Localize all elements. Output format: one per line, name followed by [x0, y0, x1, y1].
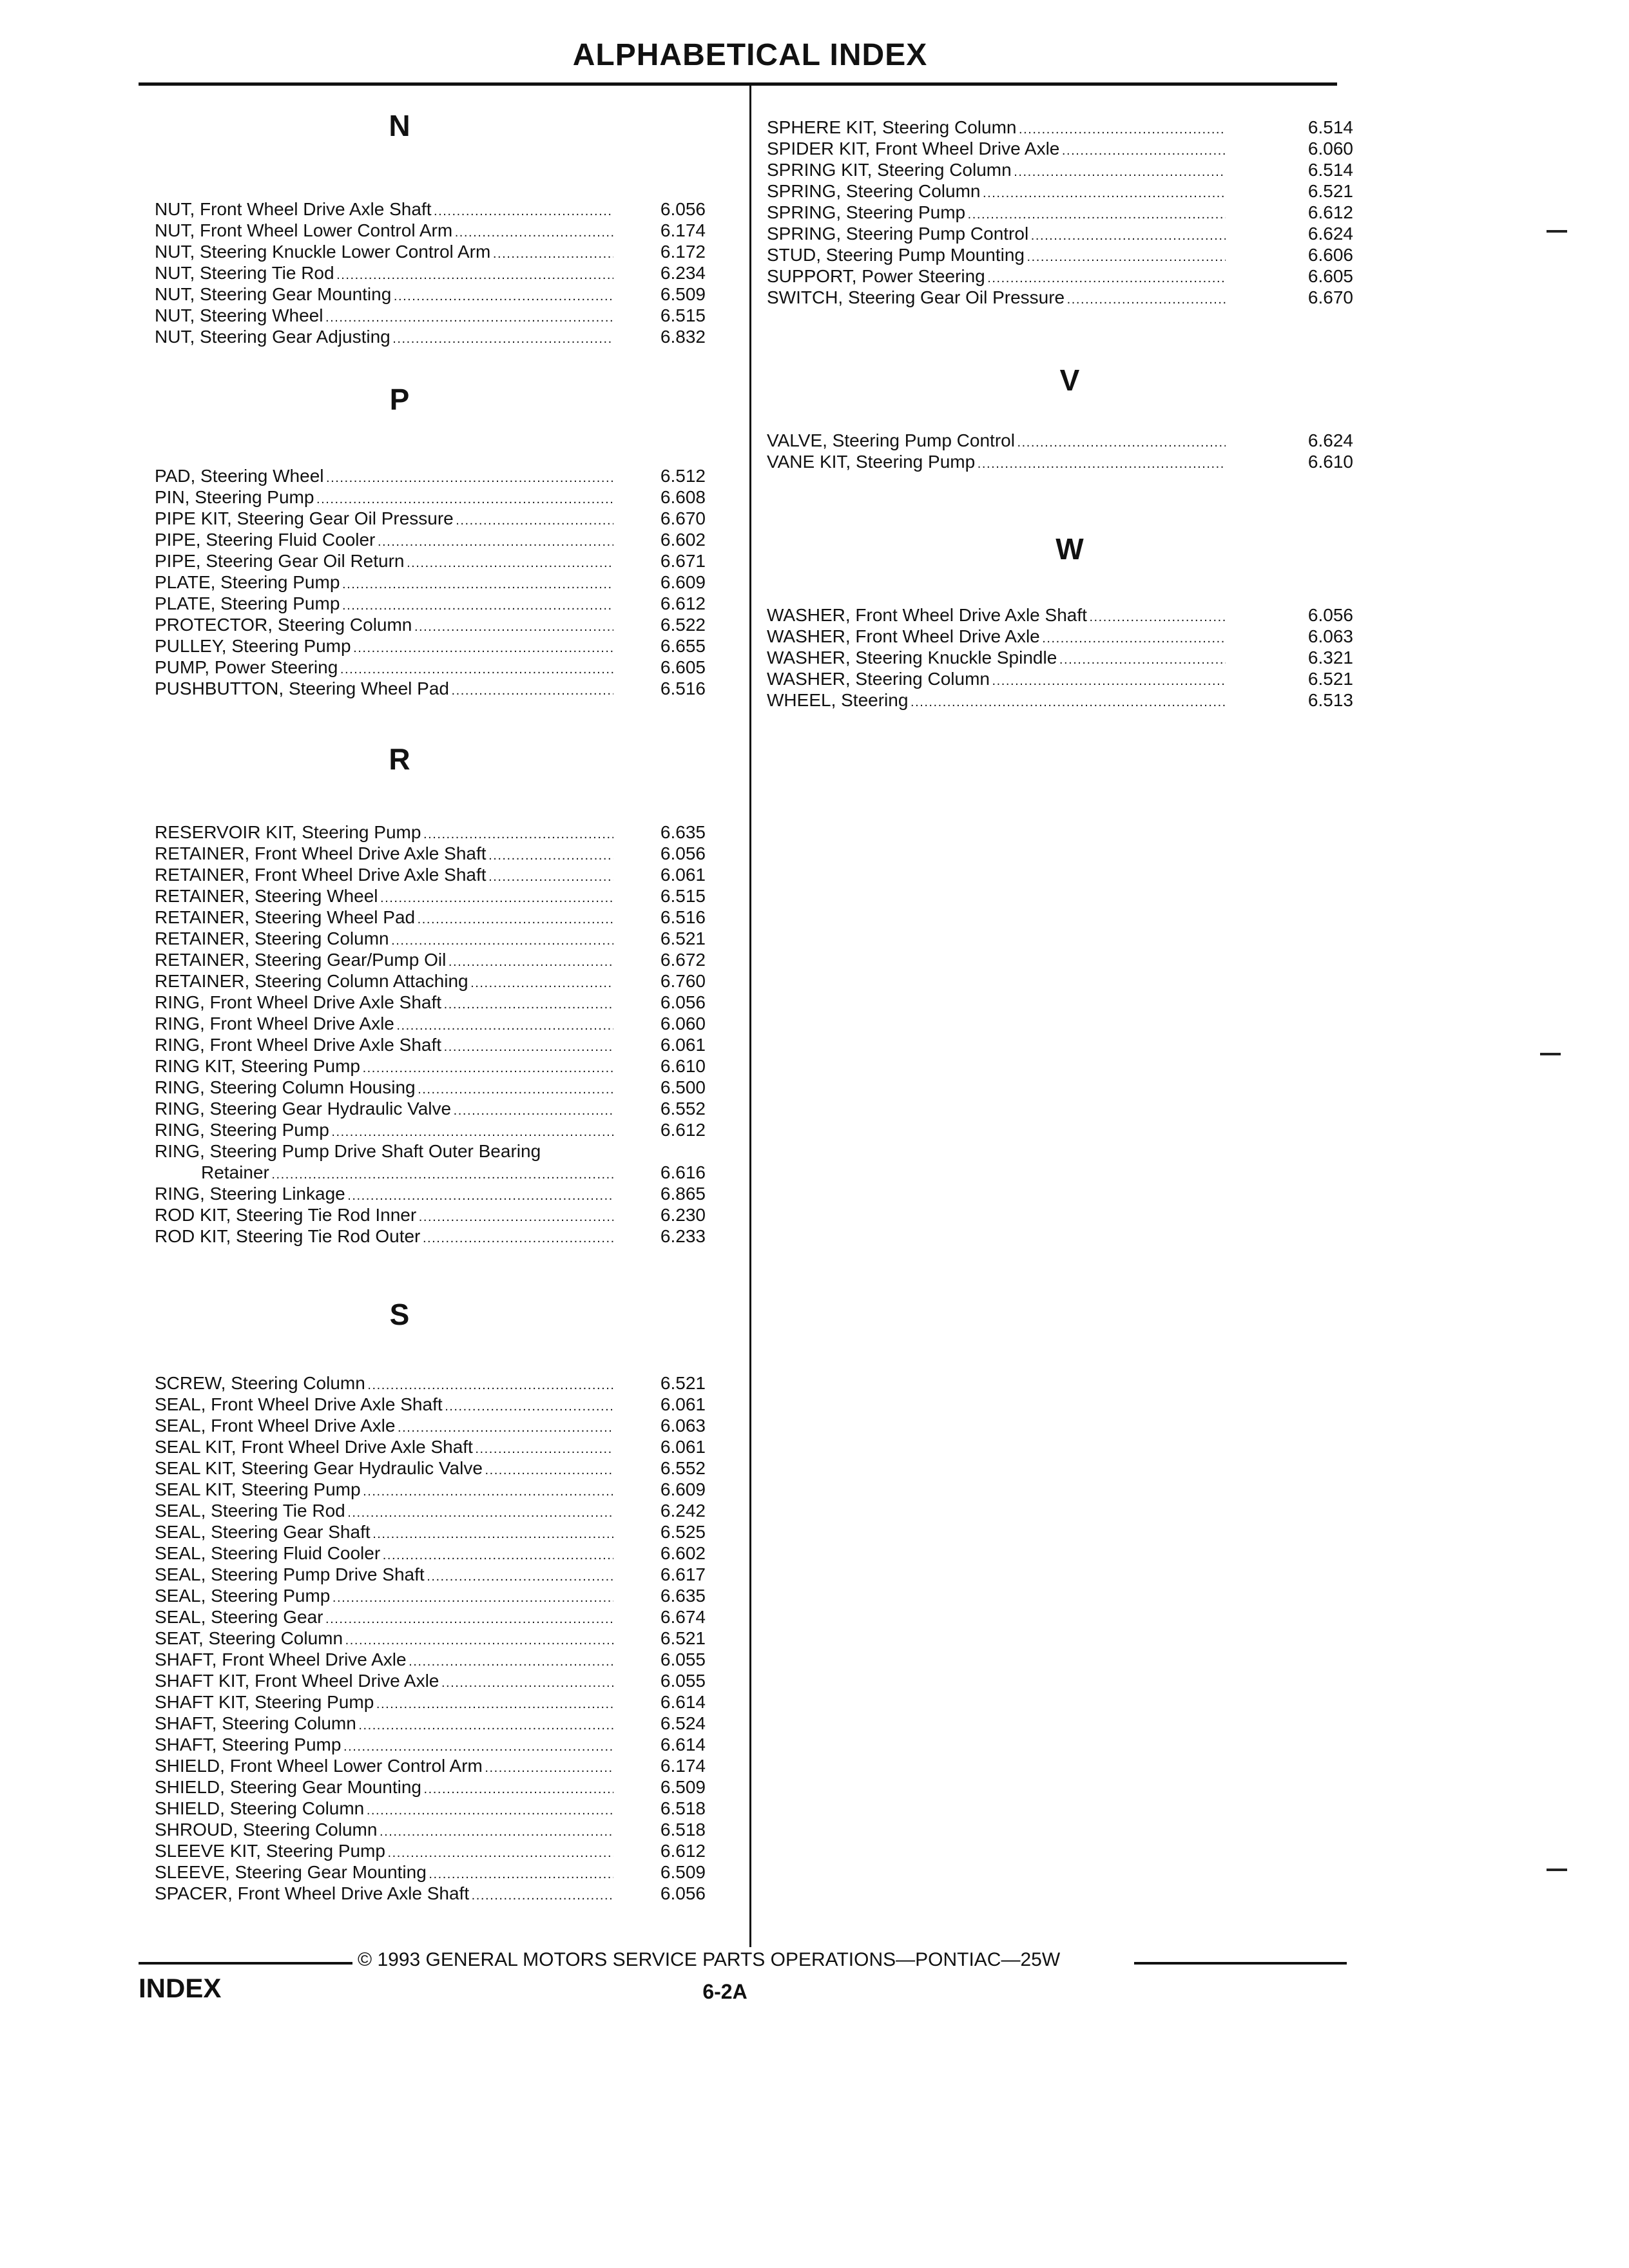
- section-letter: N: [389, 109, 410, 142]
- index-entry: [155, 992, 735, 1013]
- entry-page-number: 6.521: [641, 928, 706, 949]
- entry-label: [155, 1140, 613, 1183]
- index-entry: [155, 1606, 735, 1628]
- entry-page-number: 6.614: [641, 1734, 706, 1755]
- entry-label: RETAINER, Steering Wheel Pad . . .: [155, 907, 613, 930]
- entry-label: PULLEY, Steering Pump . . .: [155, 635, 613, 659]
- entry-label: PIPE, Steering Gear Oil Return . . .: [155, 550, 613, 574]
- index-entries: [155, 465, 735, 699]
- entry-page-number: 6.670: [641, 508, 706, 529]
- index-entry: [155, 1119, 735, 1140]
- index-section-v: [767, 361, 1353, 472]
- index-entry: [155, 635, 735, 657]
- entry-label: PAD, Steering Wheel . . .: [155, 465, 613, 489]
- index-entry: [767, 223, 1353, 244]
- index-entry: [767, 265, 1353, 287]
- entry-page-number: 6.516: [641, 678, 706, 699]
- entry-label: PUSHBUTTON, Steering Wheel Pad . . .: [155, 678, 613, 702]
- index-entry: [155, 1034, 735, 1055]
- entry-page-number: 6.610: [1289, 451, 1353, 472]
- index-entry: [155, 1628, 735, 1649]
- index-entry: [767, 689, 1353, 711]
- entry-page-number: 6.509: [641, 1776, 706, 1798]
- entry-page-number: 6.832: [641, 326, 706, 347]
- entry-page-number: 6.635: [641, 822, 706, 843]
- index-entry: [155, 1436, 735, 1457]
- index-entry: [155, 486, 735, 508]
- index-entry: [155, 864, 735, 885]
- entry-label: NUT, Steering Gear Mounting . . .: [155, 284, 613, 307]
- entry-page-number: 6.061: [641, 1436, 706, 1457]
- index-entry: [155, 220, 735, 241]
- index-section-w: [767, 530, 1353, 711]
- entry-label: RING, Steering Column Housing . . .: [155, 1077, 613, 1100]
- entry-page-number: 6.513: [1289, 689, 1353, 711]
- entry-label: SEAL KIT, Steering Pump . . .: [155, 1479, 613, 1503]
- entry-page-number: 6.056: [641, 992, 706, 1013]
- copyright-notice: © 1993 GENERAL MOTORS SERVICE PARTS OPERATIONS—PONTIAC—25W: [358, 1949, 1061, 1970]
- entry-label: NUT, Steering Knuckle Lower Control Arm . . .: [155, 241, 613, 265]
- entry-page-number: 6.522: [641, 614, 706, 635]
- entry-label: RING, Steering Pump . . .: [155, 1119, 613, 1143]
- entry-page-number: 6.635: [641, 1585, 706, 1606]
- index-entry: [767, 668, 1353, 689]
- entry-page-number: 6.172: [641, 241, 706, 262]
- entry-label: SCREW, Steering Column . . .: [155, 1372, 613, 1396]
- entry-page-number: 6.063: [1289, 626, 1353, 647]
- index-entry: [155, 326, 735, 347]
- entry-label: PIPE KIT, Steering Gear Oil Pressure . . .: [155, 508, 613, 532]
- entry-page-number: 6.670: [1289, 287, 1353, 308]
- entry-label: SPRING, Steering Pump Control . . .: [767, 223, 1226, 247]
- index-entry: [155, 305, 735, 326]
- entry-page-number: 6.605: [1289, 265, 1353, 287]
- index-entry: [155, 1204, 735, 1225]
- entry-label: WHEEL, Steering . . .: [767, 689, 1226, 713]
- index-entries: [767, 604, 1353, 711]
- entry-label: RING KIT, Steering Pump . . .: [155, 1055, 613, 1079]
- entry-label: VALVE, Steering Pump Control . . .: [767, 430, 1226, 454]
- entry-page-number: 6.056: [1289, 604, 1353, 626]
- index-entry: [767, 647, 1353, 668]
- entry-page-number: 6.061: [641, 1394, 706, 1415]
- entry-label: SPRING, Steering Pump . . .: [767, 202, 1226, 226]
- entry-label: RING, Front Wheel Drive Axle Shaft . . .: [155, 992, 613, 1015]
- entry-page-number: 6.606: [1289, 244, 1353, 265]
- entry-page-number: 6.616: [641, 1162, 706, 1183]
- index-entry: [155, 1098, 735, 1119]
- entry-label: NUT, Steering Wheel . . .: [155, 305, 613, 329]
- index-entry: [767, 159, 1353, 180]
- index-entry: [155, 614, 735, 635]
- entry-label: SHAFT, Front Wheel Drive Axle . . .: [155, 1649, 613, 1673]
- entry-label: SEAL, Steering Pump . . .: [155, 1585, 613, 1609]
- entry-label: SEAL KIT, Steering Gear Hydraulic Valve . . .: [155, 1457, 613, 1481]
- index-entry: [155, 1055, 735, 1077]
- index-entry: [767, 451, 1353, 472]
- entry-page-number: 6.614: [641, 1691, 706, 1713]
- section-letter: S: [389, 1298, 410, 1331]
- index-section-s: [155, 1295, 735, 1904]
- section-letter: P: [389, 383, 410, 416]
- entry-label: RING, Front Wheel Drive Axle Shaft . . .: [155, 1034, 613, 1058]
- index-entry: [155, 928, 735, 949]
- entry-label: PLATE, Steering Pump . . .: [155, 593, 613, 617]
- entry-label: RING, Steering Gear Hydraulic Valve . . .: [155, 1098, 613, 1122]
- entry-label: SHAFT, Steering Column . . .: [155, 1713, 613, 1736]
- entry-label: RETAINER, Steering Wheel . . .: [155, 885, 613, 909]
- entry-label: PIN, Steering Pump . . .: [155, 486, 613, 510]
- entry-page-number: 6.602: [641, 529, 706, 550]
- entry-page-number: 6.602: [641, 1542, 706, 1564]
- entry-label: SPHERE KIT, Steering Column . . .: [767, 117, 1226, 140]
- entry-label: SEAL, Steering Gear . . .: [155, 1606, 613, 1630]
- section-letter: W: [1055, 532, 1084, 566]
- entry-page-number: 6.525: [641, 1521, 706, 1542]
- index-entry: [155, 1140, 735, 1183]
- index-entry: [155, 284, 735, 305]
- entry-page-number: 6.061: [641, 864, 706, 885]
- entry-page-number: 6.321: [1289, 647, 1353, 668]
- index-entry: [155, 1564, 735, 1585]
- index-entry: [155, 1819, 735, 1840]
- index-entry: [155, 1840, 735, 1861]
- entry-page-number: 6.608: [641, 486, 706, 508]
- index-entry: [155, 970, 735, 992]
- entry-page-number: 6.521: [1289, 180, 1353, 202]
- entry-label: PUMP, Power Steering . . .: [155, 657, 613, 680]
- index-entry: [155, 1394, 735, 1415]
- entry-label: SHAFT KIT, Front Wheel Drive Axle . . .: [155, 1670, 613, 1694]
- entry-page-number: 6.174: [641, 1755, 706, 1776]
- index-entry: [155, 1649, 735, 1670]
- entry-page-number: 6.515: [641, 305, 706, 326]
- entry-label: SEAL, Steering Gear Shaft . . .: [155, 1521, 613, 1545]
- index-entries: [767, 117, 1353, 308]
- entry-page-number: 6.865: [641, 1183, 706, 1204]
- index-entry: [155, 1500, 735, 1521]
- entry-page-number: 6.233: [641, 1225, 706, 1247]
- entry-label: ROD KIT, Steering Tie Rod Inner . . .: [155, 1204, 613, 1228]
- index-section-s-continued: [767, 117, 1353, 308]
- entry-label: SLEEVE, Steering Gear Mounting . . .: [155, 1861, 613, 1885]
- index-entry: [155, 529, 735, 550]
- entry-label: SHIELD, Steering Column . . .: [155, 1798, 613, 1821]
- index-entries: [155, 822, 735, 1247]
- index-section-n: [155, 106, 735, 347]
- entry-label: WASHER, Front Wheel Drive Axle . . .: [767, 626, 1226, 649]
- section-letter: R: [389, 742, 410, 776]
- entry-page-number: 6.516: [641, 907, 706, 928]
- entry-page-number: 6.521: [641, 1628, 706, 1649]
- index-entry: [155, 1415, 735, 1436]
- entry-page-number: 6.609: [641, 572, 706, 593]
- entry-label: SHIELD, Front Wheel Lower Control Arm . . .: [155, 1755, 613, 1779]
- entry-label: SEAT, Steering Column . . .: [155, 1628, 613, 1651]
- index-entry: [155, 1521, 735, 1542]
- entry-page-number: 6.514: [1289, 117, 1353, 138]
- index-entry: [155, 1691, 735, 1713]
- entry-label: SEAL, Front Wheel Drive Axle . . .: [155, 1415, 613, 1439]
- entry-label: PLATE, Steering Pump . . .: [155, 572, 613, 595]
- index-entry: [155, 657, 735, 678]
- entry-label: SWITCH, Steering Gear Oil Pressure . . .: [767, 287, 1226, 311]
- index-entry: [155, 1883, 735, 1904]
- entry-page-number: 6.672: [641, 949, 706, 970]
- index-entry: [155, 1372, 735, 1394]
- index-entry: [767, 430, 1353, 451]
- index-entry: [767, 202, 1353, 223]
- index-entries: [767, 430, 1353, 472]
- index-entry: [155, 1776, 735, 1798]
- entry-page-number: 6.518: [641, 1819, 706, 1840]
- footer-page-number: 6-2A: [702, 1980, 747, 2003]
- entry-label-line1: RING, Steering Pump Drive Shaft Outer Bearing: [155, 1141, 541, 1161]
- entry-label: NUT, Steering Gear Adjusting . . .: [155, 326, 613, 350]
- index-entry: [155, 822, 735, 843]
- index-entry: [155, 1077, 735, 1098]
- index-entry: [155, 198, 735, 220]
- entry-label: SEAL, Steering Pump Drive Shaft . . .: [155, 1564, 613, 1588]
- entry-label: RETAINER, Steering Gear/Pump Oil . . .: [155, 949, 613, 973]
- index-entry: [155, 550, 735, 572]
- index-entry: [155, 1457, 735, 1479]
- index-section-r: [155, 740, 735, 1247]
- entry-label: WASHER, Front Wheel Drive Axle Shaft . . .: [767, 604, 1226, 628]
- footer-section-label: INDEX: [139, 1973, 222, 2003]
- entry-label: RETAINER, Front Wheel Drive Axle Shaft . . .: [155, 843, 613, 867]
- entry-label: SLEEVE KIT, Steering Pump . . .: [155, 1840, 613, 1864]
- entry-label: NUT, Front Wheel Drive Axle Shaft . . .: [155, 198, 613, 222]
- index-section-p: [155, 380, 735, 699]
- entry-page-number: 6.055: [641, 1649, 706, 1670]
- index-entry: [767, 117, 1353, 138]
- entry-page-number: 6.500: [641, 1077, 706, 1098]
- index-entry: [767, 180, 1353, 202]
- entry-label: SPACER, Front Wheel Drive Axle Shaft . . .: [155, 1883, 613, 1907]
- entry-page-number: 6.061: [641, 1034, 706, 1055]
- index-entry: [155, 593, 735, 614]
- entry-page-number: 6.056: [641, 198, 706, 220]
- entry-label: SHROUD, Steering Column . . .: [155, 1819, 613, 1843]
- index-entry: [155, 1585, 735, 1606]
- entry-page-number: 6.063: [641, 1415, 706, 1436]
- index-entry: [155, 1479, 735, 1500]
- entry-label: SPIDER KIT, Front Wheel Drive Axle . . .: [767, 138, 1226, 162]
- entry-page-number: 6.612: [641, 1119, 706, 1140]
- entry-label: RESERVOIR KIT, Steering Pump . . .: [155, 822, 613, 845]
- entry-label: SEAL, Front Wheel Drive Axle Shaft . . .: [155, 1394, 613, 1418]
- index-entry: [155, 1183, 735, 1204]
- entry-page-number: 6.624: [1289, 223, 1353, 244]
- index-entry: [155, 1542, 735, 1564]
- entry-page-number: 6.056: [641, 843, 706, 864]
- entry-page-number: 6.056: [641, 1883, 706, 1904]
- index-entry: [155, 678, 735, 699]
- entry-page-number: 6.060: [641, 1013, 706, 1034]
- entry-label: WASHER, Steering Column . . .: [767, 668, 1226, 692]
- index-entry: [155, 1013, 735, 1034]
- entry-label: SHIELD, Steering Gear Mounting . . .: [155, 1776, 613, 1800]
- entry-page-number: 6.521: [641, 1372, 706, 1394]
- entry-page-number: 6.514: [1289, 159, 1353, 180]
- entry-page-number: 6.760: [641, 970, 706, 992]
- entry-page-number: 6.655: [641, 635, 706, 657]
- entry-label: PIPE, Steering Fluid Cooler . . .: [155, 529, 613, 553]
- entry-label: SHAFT KIT, Steering Pump . . .: [155, 1691, 613, 1715]
- index-entry: [155, 843, 735, 864]
- entry-label: ROD KIT, Steering Tie Rod Outer . . .: [155, 1225, 613, 1249]
- entry-page-number: 6.671: [641, 550, 706, 572]
- entry-page-number: 6.612: [1289, 202, 1353, 223]
- entry-label: SEAL, Steering Fluid Cooler . . .: [155, 1542, 613, 1566]
- entry-page-number: 6.230: [641, 1204, 706, 1225]
- entry-label-line2: Retainer: [201, 1162, 269, 1182]
- page-title: ALPHABETICAL INDEX: [572, 38, 928, 72]
- entry-label: RING, Front Wheel Drive Axle . . .: [155, 1013, 613, 1037]
- entry-page-number: 6.174: [641, 220, 706, 241]
- entry-page-number: 6.521: [1289, 668, 1353, 689]
- entry-page-number: 6.612: [641, 1840, 706, 1861]
- footer-rule-left: [139, 1962, 352, 1965]
- index-entry: [155, 1755, 735, 1776]
- entry-label: PROTECTOR, Steering Column . . .: [155, 614, 613, 638]
- index-entry: [155, 465, 735, 486]
- entry-page-number: 6.610: [641, 1055, 706, 1077]
- entry-page-number: 6.617: [641, 1564, 706, 1585]
- index-entry: [155, 907, 735, 928]
- entry-page-number: 6.612: [641, 593, 706, 614]
- entry-page-number: 6.552: [641, 1098, 706, 1119]
- entry-page-number: 6.518: [641, 1798, 706, 1819]
- entry-label: STUD, Steering Pump Mounting . . .: [767, 244, 1226, 268]
- index-entry: [155, 508, 735, 529]
- index-entry: [767, 138, 1353, 159]
- entry-label: WASHER, Steering Knuckle Spindle . . .: [767, 647, 1226, 671]
- entry-page-number: 6.509: [641, 1861, 706, 1883]
- entry-label: VANE KIT, Steering Pump . . .: [767, 451, 1226, 475]
- index-entry: [155, 1713, 735, 1734]
- entry-page-number: 6.605: [641, 657, 706, 678]
- entry-label: RETAINER, Front Wheel Drive Axle Shaft . . .: [155, 864, 613, 888]
- entry-page-number: 6.055: [641, 1670, 706, 1691]
- entry-label: RETAINER, Steering Column . . .: [155, 928, 613, 952]
- title-rule: [139, 82, 1337, 86]
- entry-label: NUT, Steering Tie Rod . . .: [155, 262, 613, 286]
- entry-label: SPRING, Steering Column . . .: [767, 180, 1226, 204]
- index-entry: [155, 1225, 735, 1247]
- entry-page-number: 6.242: [641, 1500, 706, 1521]
- entry-label: RETAINER, Steering Column Attaching . . .: [155, 970, 613, 994]
- entry-label: SEAL, Steering Tie Rod . . .: [155, 1500, 613, 1524]
- index-entry: [155, 241, 735, 262]
- entry-label: NUT, Front Wheel Lower Control Arm . . .: [155, 220, 613, 244]
- index-entry: [767, 287, 1353, 308]
- entry-page-number: 6.674: [641, 1606, 706, 1628]
- entry-label: SUPPORT, Power Steering . . .: [767, 265, 1226, 289]
- entry-page-number: 6.515: [641, 885, 706, 907]
- column-divider: [749, 85, 751, 1947]
- entry-label: SEAL KIT, Front Wheel Drive Axle Shaft . . .: [155, 1436, 613, 1460]
- index-entry: [155, 885, 735, 907]
- entry-label: SHAFT, Steering Pump . . .: [155, 1734, 613, 1758]
- entry-page-number: 6.512: [641, 465, 706, 486]
- index-entry: [767, 626, 1353, 647]
- entry-page-number: 6.234: [641, 262, 706, 284]
- entry-page-number: 6.609: [641, 1479, 706, 1500]
- index-entry: [155, 1798, 735, 1819]
- entry-page-number: 6.552: [641, 1457, 706, 1479]
- entry-label: RING, Steering Linkage . . .: [155, 1183, 613, 1207]
- index-entry: [155, 262, 735, 284]
- index-entry: [767, 604, 1353, 626]
- entry-page-number: 6.624: [1289, 430, 1353, 451]
- entry-page-number: 6.060: [1289, 138, 1353, 159]
- margin-tick: [1540, 1053, 1561, 1055]
- index-entry: [155, 572, 735, 593]
- entry-page-number: 6.509: [641, 284, 706, 305]
- entry-label: SPRING KIT, Steering Column . . .: [767, 159, 1226, 183]
- entry-page-number: 6.524: [641, 1713, 706, 1734]
- index-entry: [155, 1861, 735, 1883]
- index-entry: [155, 1670, 735, 1691]
- index-entry: [155, 949, 735, 970]
- margin-tick: [1547, 1869, 1567, 1871]
- index-entries: [155, 198, 735, 347]
- section-letter: V: [1059, 363, 1080, 397]
- footer-rule-right: [1134, 1962, 1347, 1965]
- index-entry: [767, 244, 1353, 265]
- index-entries: [155, 1372, 735, 1904]
- index-entry: [155, 1734, 735, 1755]
- margin-tick: [1547, 230, 1567, 233]
